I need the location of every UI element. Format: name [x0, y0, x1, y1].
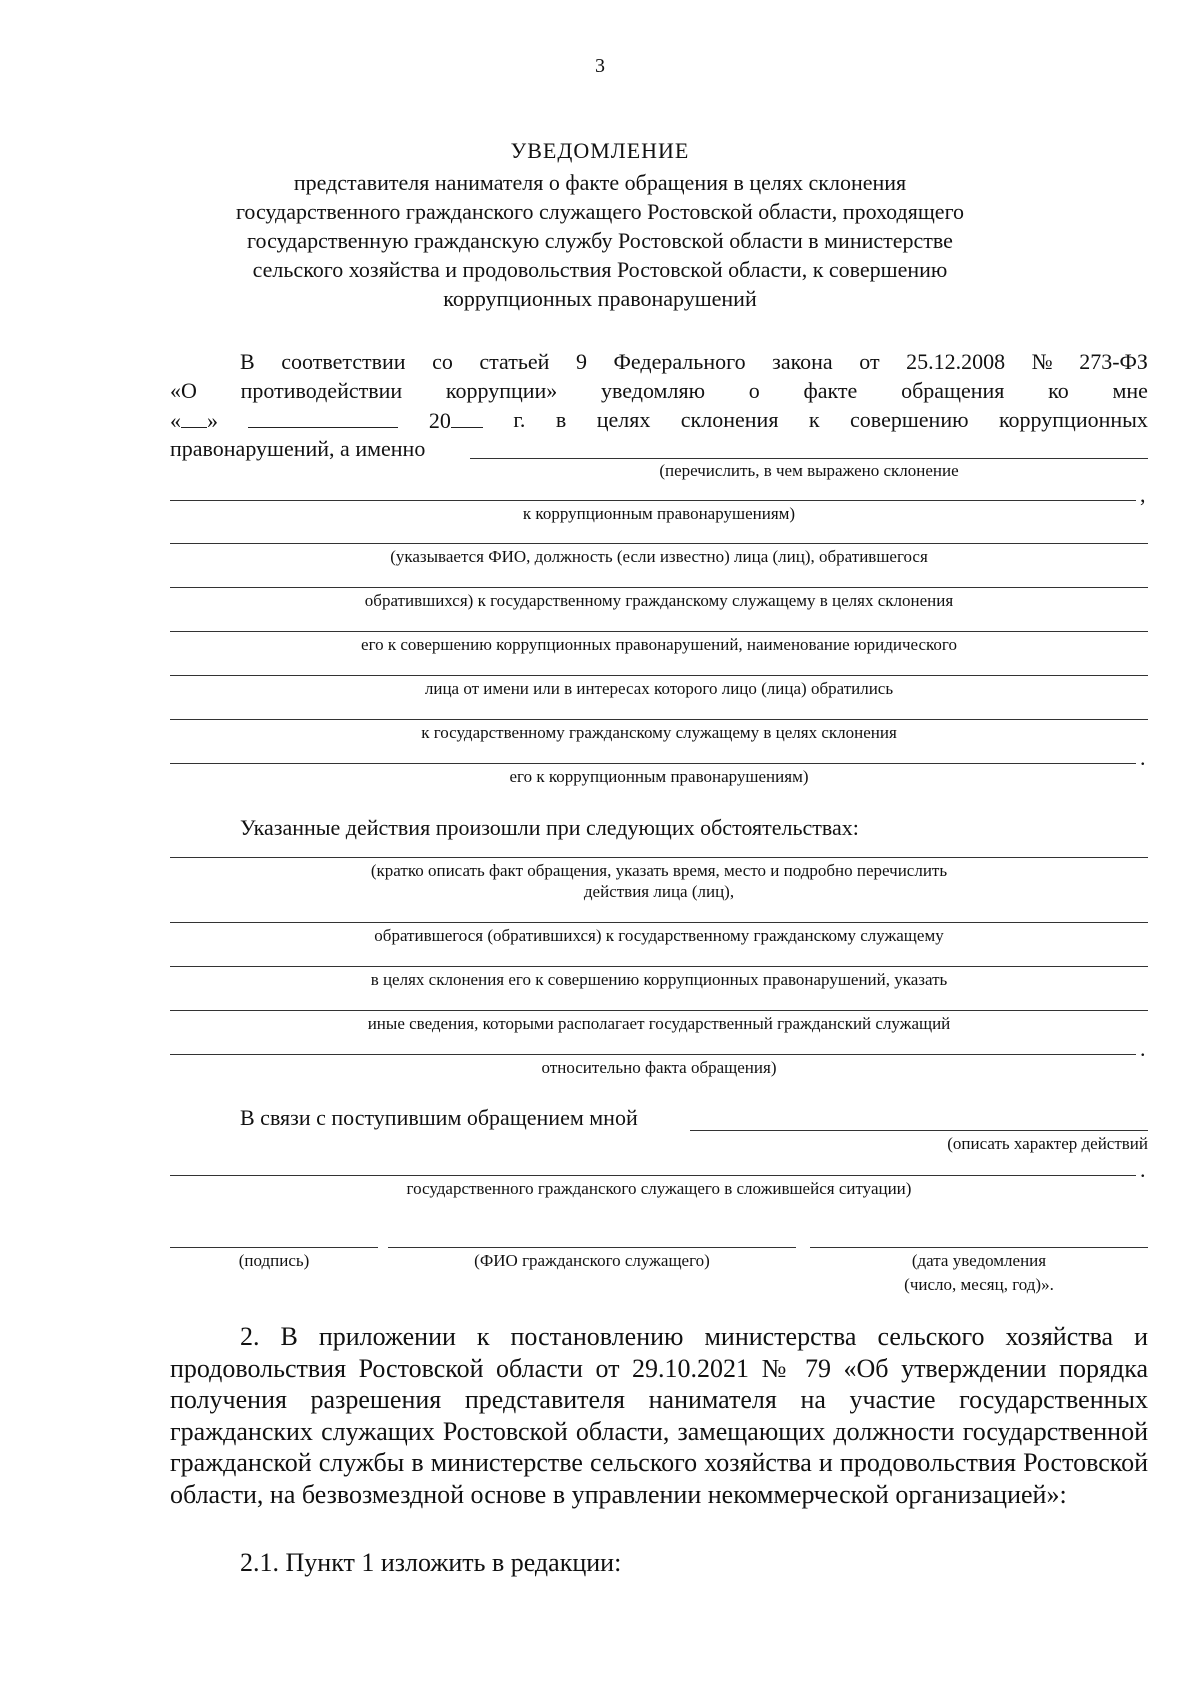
date-line[interactable]: [810, 1247, 1148, 1248]
paragraph-2-1: 2.1. Пункт 1 изложить в редакции:: [240, 1548, 622, 1577]
date-hint: (дата уведомления: [911, 1251, 1047, 1270]
form-title: УВЕДОМЛЕНИЕ: [510, 138, 690, 163]
blank-line[interactable]: [470, 458, 1148, 459]
page-number: 3: [595, 55, 605, 77]
hint-text: (описать характер действий: [947, 1134, 1148, 1153]
form-subtitle: [170, 168, 1030, 313]
period-mark: .: [1140, 1036, 1146, 1061]
circumstances-text: Указанные действия произошли при следующих обстоятельствах:: [240, 815, 859, 840]
subtitle-line: коррупционных правонарушений: [443, 286, 757, 311]
blank-line[interactable]: [170, 1010, 1148, 1011]
period-mark: .: [1140, 1157, 1146, 1182]
hint-text: иные сведения, которыми располагает государственный гражданский служащий: [367, 1014, 951, 1033]
subtitle-line: государственную гражданскую службу Ростовской области в министерстве: [247, 228, 953, 253]
blank-line[interactable]: [170, 922, 1148, 923]
hint-text: (кратко описать факт обращения, указать время, место и подробно перечислить: [370, 861, 948, 880]
blank-line[interactable]: [170, 675, 1148, 676]
hint-text: (перечислить, в чем выражено склонение: [659, 461, 959, 480]
period-mark: .: [1140, 745, 1146, 770]
hint-text: лица от имени или в интересах которого лицо (лица) обратились: [424, 679, 894, 698]
hint-text: обратившегося (обратившихся) к государственному гражданскому служащему: [374, 926, 944, 945]
intro-line-1: В соответствии со статьей 9 Федерального закона от 25.12.2008 № 273-ФЗ: [240, 349, 1148, 374]
intro-line-3: « » 20 г. в целях склонения к совершению коррупционных: [170, 407, 1148, 433]
hint-text: его к коррупционным правонарушениям): [509, 767, 809, 786]
fio-hint: (ФИО гражданского служащего): [474, 1251, 710, 1270]
blank-line[interactable]: [170, 543, 1148, 544]
intro-line-4: правонарушений, а именно: [170, 436, 426, 461]
blank-line[interactable]: [170, 763, 1136, 764]
blank-line[interactable]: [170, 857, 1148, 858]
day-blank[interactable]: [181, 407, 207, 428]
hint-text: к государственному гражданскому служащему в целях склонения: [421, 723, 897, 742]
subtitle-line: государственного гражданского служащего Ростовской области, проходящего: [235, 199, 965, 224]
year-blank[interactable]: [451, 407, 483, 428]
blank-line[interactable]: [170, 966, 1148, 967]
hint-text: государственного гражданского служащего в сложившейся ситуации): [406, 1179, 912, 1198]
hint-text: относительно факта обращения): [541, 1058, 777, 1077]
fio-line[interactable]: [388, 1247, 796, 1248]
blank-line[interactable]: [170, 587, 1148, 588]
connection-text: В связи с поступившим обращением мной: [240, 1105, 638, 1130]
blank-line[interactable]: [170, 1054, 1136, 1055]
month-blank[interactable]: [248, 407, 398, 428]
hint-text: в целях склонения его к совершению коррупционных правонарушений, указать: [370, 970, 948, 989]
hint-text: (указывается ФИО, должность (если известно) лица (лиц), обратившегося: [390, 547, 928, 566]
subtitle-line: сельского хозяйства и продовольствия Ростовской области, к совершению: [252, 257, 948, 282]
blank-line[interactable]: [170, 1175, 1136, 1176]
hint-text: обратившихся) к государственному гражданскому служащему в целях склонения: [364, 591, 954, 610]
blank-line[interactable]: [170, 631, 1148, 632]
date-hint: (число, месяц, год)».: [904, 1275, 1054, 1294]
signature-line[interactable]: [170, 1247, 378, 1248]
signature-hint: (подпись): [238, 1251, 310, 1270]
comma-mark: ,: [1140, 482, 1146, 507]
blank-line[interactable]: [690, 1130, 1148, 1131]
hint-text: его к совершению коррупционных правонарушений, наименование юридического: [361, 635, 957, 654]
hint-text: к коррупционным правонарушениям): [522, 504, 796, 523]
paragraph-2: 2. В приложении к постановлению министерства сельского хозяйства и продовольствия Ростовской области от 29.10.2021 № 79 «Об утверждении порядка получения разрешения представителя нанимателя на участие государственных гражданских служащих Ростовской области, замещающих должности государственной гражданской службы в министерстве сельского хозяйства и продовольствия Ростовской области, на безвозмездной основе в управлении некоммерческой организацией»:: [170, 1322, 1148, 1509]
blank-line[interactable]: [170, 719, 1148, 720]
intro-line-2: «О противодействии коррупции» уведомляю о факте обращения ко мне: [170, 378, 1148, 403]
subtitle-line: представителя нанимателя о факте обращения в целях склонения: [293, 170, 907, 195]
hint-text: действия лица (лиц),: [583, 882, 735, 901]
blank-line[interactable]: [170, 500, 1136, 501]
